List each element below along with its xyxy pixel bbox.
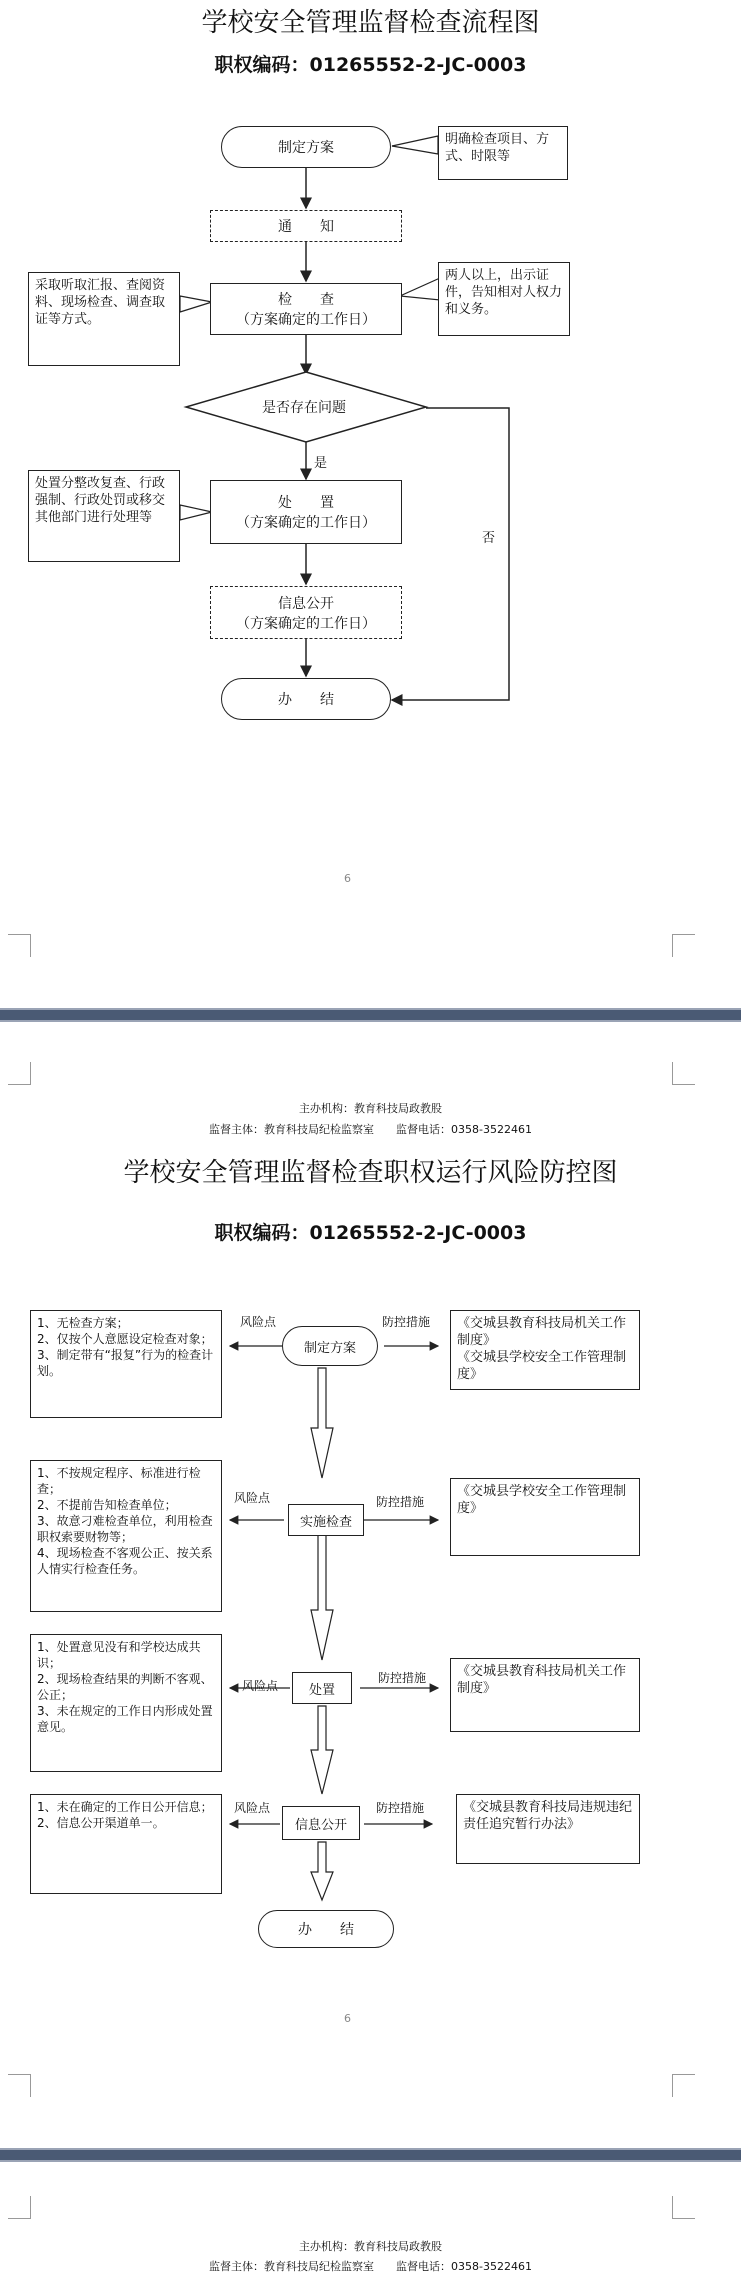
page-separator bbox=[0, 2148, 741, 2162]
crop-mark bbox=[672, 2074, 695, 2097]
risk-item: 3、制定带有“报复”行为的检查计划。 bbox=[37, 1348, 214, 1378]
step-inspect-node: 实施检查 bbox=[288, 1504, 364, 1536]
step-plan-node: 制定方案 bbox=[282, 1326, 378, 1366]
risk-box-handle bbox=[30, 1634, 222, 1772]
crop-mark bbox=[672, 2196, 695, 2219]
risk-item: 1、未在确定的工作日公开信息； bbox=[37, 1800, 213, 1814]
risk-box-plan bbox=[30, 1310, 222, 1418]
risk-item: 2、不提前告知检查单位； bbox=[37, 1498, 177, 1512]
power-code: 职权编码：01265552-2-JC-0003 bbox=[214, 54, 527, 76]
header-organizer: 主办机构：教育科技局政教股 bbox=[299, 2240, 442, 2253]
risk-item: 4、现场检查不客观公正、按关系人情实行检查任务。 bbox=[37, 1546, 213, 1576]
measure-box-plan bbox=[450, 1310, 640, 1390]
end-node: 办 结 bbox=[221, 678, 391, 720]
yes-label: 是 bbox=[314, 456, 328, 471]
risk-point-label: 风险点 bbox=[234, 1801, 271, 1815]
measure-item: 《交城县教育科技局机关工作制度》 bbox=[457, 1664, 627, 1696]
publish-title: 信息公开 bbox=[278, 595, 334, 612]
riskmap-end-node: 办 结 bbox=[258, 1910, 394, 1948]
measure-label: 防控措施 bbox=[376, 1495, 425, 1509]
risk-box-inspect bbox=[30, 1460, 222, 1612]
measure-label: 防控措施 bbox=[382, 1315, 431, 1329]
page-number-1: 6 bbox=[344, 872, 351, 885]
publish-subtitle: （方案确定的工作日） bbox=[236, 615, 376, 632]
measure-label: 防控措施 bbox=[378, 1671, 427, 1685]
risk-point-label: 风险点 bbox=[234, 1491, 271, 1505]
page-number-2: 6 bbox=[344, 2012, 351, 2025]
measure-box-inspect bbox=[450, 1478, 640, 1556]
step-handle-node: 处置 bbox=[292, 1672, 352, 1704]
risk-item: 3、故意刁难检查单位，利用检查职权索要财物等； bbox=[37, 1514, 213, 1544]
risk-item: 2、信息公开渠道单一。 bbox=[37, 1816, 165, 1830]
measure-item: 《交城县学校安全工作管理制度》 bbox=[457, 1350, 627, 1382]
start-node-plan: 制定方案 bbox=[221, 126, 391, 168]
check-title: 检 查 bbox=[278, 292, 334, 308]
riskmap-title: 学校安全管理监督检查职权运行风险防控图 bbox=[123, 1158, 618, 1188]
header-supervisor: 监督主体：教育科技局纪检监察室 监督电话：0358-3522461 bbox=[209, 1123, 532, 1136]
riskmap-power-code: 职权编码：01265552-2-JC-0003 bbox=[214, 1222, 527, 1244]
risk-item: 1、不按规定程序、标准进行检查； bbox=[37, 1466, 201, 1496]
notice-node: 通 知 bbox=[210, 210, 402, 242]
step-publish-node: 信息公开 bbox=[282, 1806, 360, 1840]
flowchart-title: 学校安全管理监督检查流程图 bbox=[201, 8, 540, 38]
handle-subtitle: （方案确定的工作日） bbox=[236, 515, 376, 531]
crop-mark bbox=[8, 2074, 31, 2097]
risk-item: 2、现场检查结果的判断不客观、公正； bbox=[37, 1672, 213, 1702]
risk-item: 1、处置意见没有和学校达成共识； bbox=[37, 1640, 201, 1670]
check-subtitle: （方案确定的工作日） bbox=[236, 312, 376, 328]
handle-title: 处 置 bbox=[278, 495, 334, 511]
check-rule-note: 两人以上，出示证件，告知相对人权力和义务。 bbox=[438, 262, 570, 336]
header-organizer: 主办机构：教育科技局政教股 bbox=[299, 1102, 442, 1115]
measure-box-publish bbox=[456, 1794, 640, 1864]
measure-box-handle bbox=[450, 1658, 640, 1732]
risk-point-label: 风险点 bbox=[242, 1679, 279, 1693]
risk-box-publish bbox=[30, 1794, 222, 1894]
check-method-note: 采取听取汇报、查阅资料、现场检查、调查取证等方式。 bbox=[28, 272, 180, 366]
no-label: 否 bbox=[482, 531, 496, 546]
header-supervisor: 监督主体：教育科技局纪检监察室 监督电话：0358-3522461 bbox=[209, 2260, 532, 2273]
handle-method-note: 处置分整改复查、行政强制、行政处罚或移交其他部门进行处理等 bbox=[28, 470, 180, 562]
plan-note: 明确检查项目、方式、时限等 bbox=[438, 126, 568, 180]
risk-item: 1、无检查方案； bbox=[37, 1316, 129, 1330]
measure-item: 《交城县教育科技局违规违纪责任追究暂行办法》 bbox=[463, 1800, 633, 1832]
crop-mark bbox=[8, 2196, 31, 2219]
measure-label: 防控措施 bbox=[376, 1801, 425, 1815]
measure-item: 《交城县学校安全工作管理制度》 bbox=[457, 1484, 627, 1516]
risk-item: 3、未在规定的工作日内形成处置意见。 bbox=[37, 1704, 213, 1734]
risk-point-label: 风险点 bbox=[240, 1315, 277, 1329]
decision-label: 是否存在问题 bbox=[262, 400, 346, 416]
risk-item: 2、仅按个人意愿设定检查对象； bbox=[37, 1332, 213, 1346]
measure-item: 《交城县教育科技局机关工作制度》 bbox=[457, 1316, 627, 1348]
